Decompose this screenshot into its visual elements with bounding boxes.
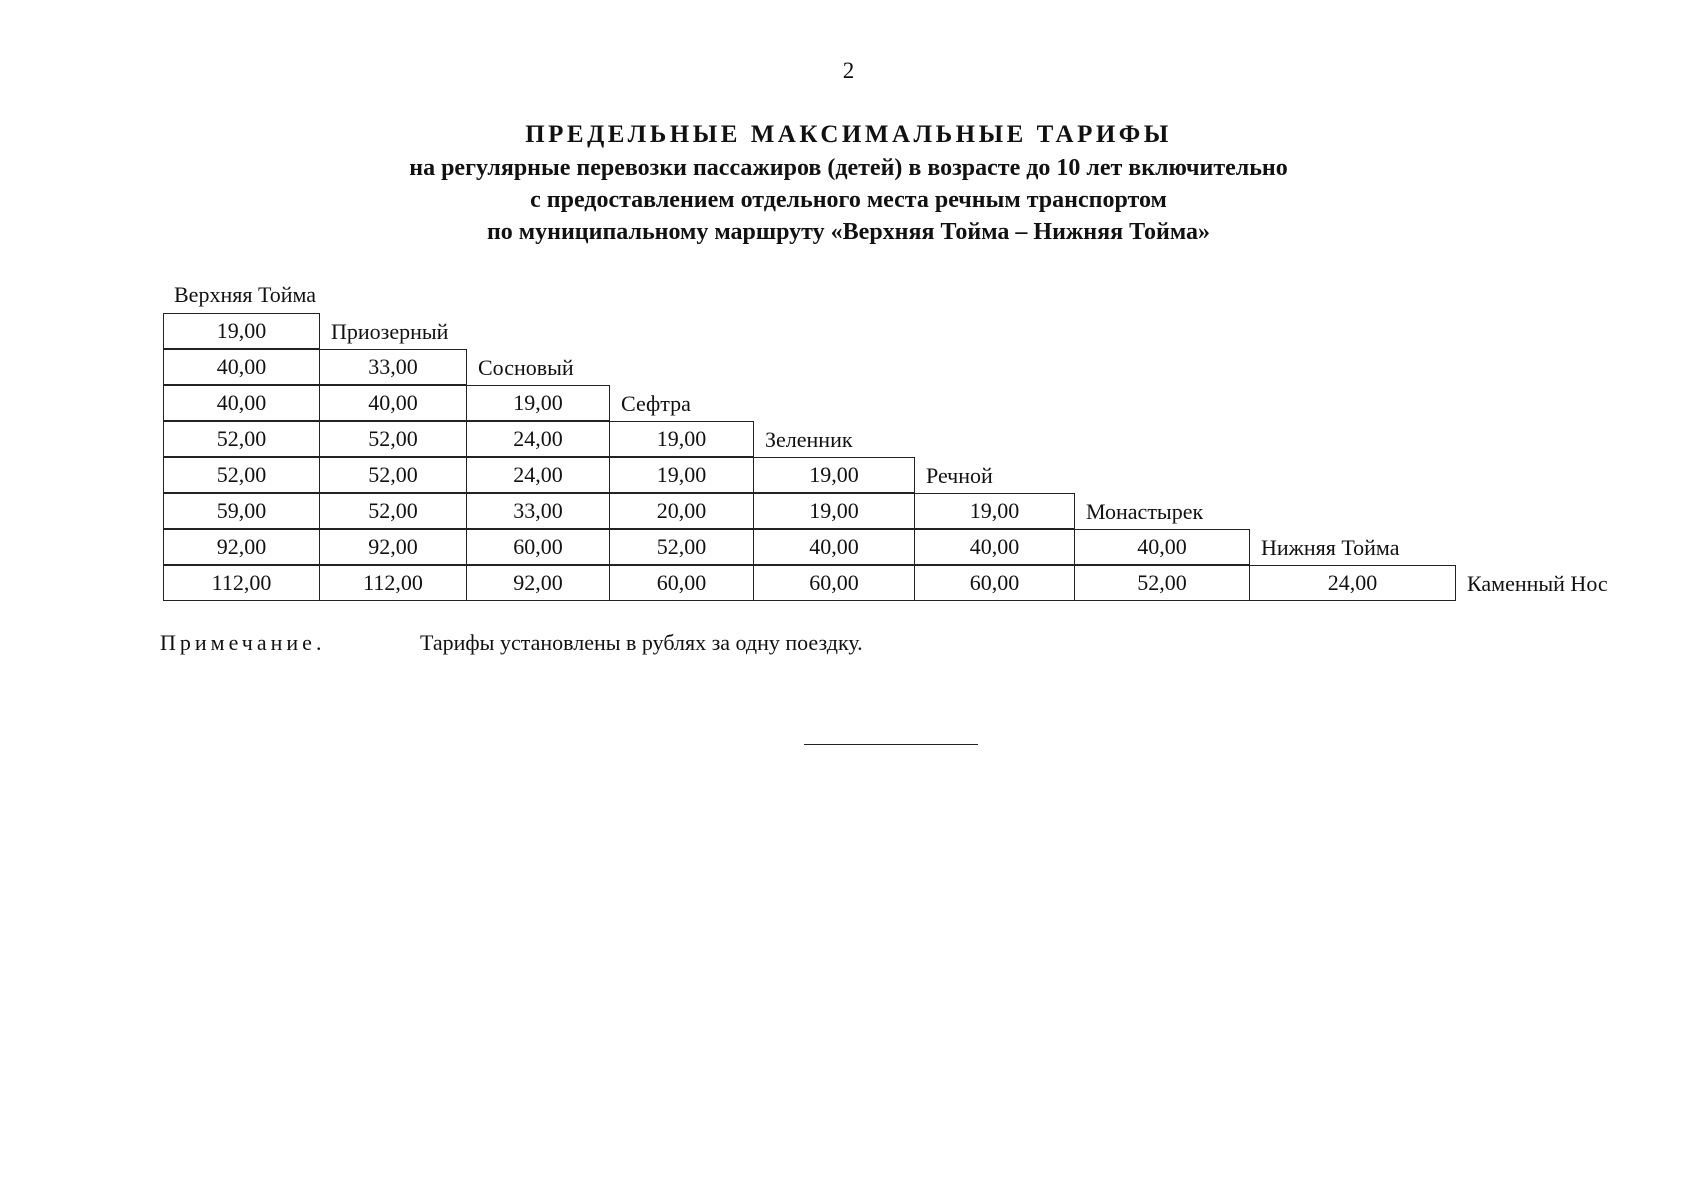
tariff-cell: 19,00	[914, 493, 1075, 529]
station-label: Сосновый	[478, 355, 574, 380]
tariff-cell: 40,00	[753, 529, 915, 565]
tariff-cell: 112,00	[163, 565, 320, 601]
page-number: 2	[842, 58, 855, 83]
station-label: Верхняя Тойма	[174, 282, 317, 307]
tariff-cell: 52,00	[319, 493, 467, 529]
station-label: Нижняя Тойма	[1261, 535, 1400, 560]
station-label: Приозерный	[331, 319, 449, 344]
tariff-cell: 19,00	[753, 493, 915, 529]
tariff-cell: 52,00	[609, 529, 754, 565]
tariff-cell: 60,00	[609, 565, 754, 601]
tariff-cell: 33,00	[319, 349, 467, 385]
tariff-cell: 40,00	[1074, 529, 1250, 565]
title-line-3: с предоставлением отдельного места речным транспортом	[530, 187, 1167, 213]
station-label: Монастырек	[1086, 499, 1204, 524]
tariff-cell: 20,00	[609, 493, 754, 529]
tariff-cell: 52,00	[1074, 565, 1250, 601]
end-rule	[804, 744, 978, 745]
tariff-cell: 33,00	[466, 493, 610, 529]
station-label: Сефтра	[621, 391, 691, 416]
tariff-cell: 52,00	[319, 421, 467, 457]
station-label: Речной	[926, 463, 993, 488]
station-label: Каменный Нос	[1467, 571, 1608, 596]
title-line-2: на регулярные перевозки пассажиров (детей) в возрасте до 10 лет включительно	[409, 155, 1288, 181]
tariff-cell: 60,00	[753, 565, 915, 601]
tariff-cell: 24,00	[466, 457, 610, 493]
tariff-cell: 19,00	[163, 313, 320, 349]
station-label: Зеленник	[765, 427, 853, 452]
tariff-cell: 92,00	[466, 565, 610, 601]
tariff-cell: 24,00	[1249, 565, 1456, 601]
tariff-cell: 59,00	[163, 493, 320, 529]
tariff-cell: 19,00	[609, 457, 754, 493]
tariff-cell: 60,00	[914, 565, 1075, 601]
tariff-cell: 60,00	[466, 529, 610, 565]
tariff-cell: 52,00	[163, 421, 320, 457]
tariff-cell: 19,00	[753, 457, 915, 493]
tariff-cell: 24,00	[466, 421, 610, 457]
title-line-4: по муниципальному маршруту «Верхняя Тойма – Нижняя Тойма»	[486, 219, 1211, 245]
tariff-cell: 92,00	[319, 529, 467, 565]
tariff-cell: 40,00	[163, 349, 320, 385]
tariff-cell: 40,00	[163, 385, 320, 421]
tariff-cell: 19,00	[466, 385, 610, 421]
note-text: Тарифы установлены в рублях за одну поездку.	[420, 630, 863, 655]
tariff-cell: 40,00	[319, 385, 467, 421]
tariff-cell: 112,00	[319, 565, 467, 601]
document-title	[0, 118, 1697, 248]
tariff-cell: 40,00	[914, 529, 1075, 565]
tariff-cell: 52,00	[163, 457, 320, 493]
title-line-1: ПРЕДЕЛЬНЫЕ МАКСИМАЛЬНЫЕ ТАРИФЫ	[525, 121, 1172, 148]
tariff-cell: 19,00	[609, 421, 754, 457]
note-label: Примечание.	[160, 630, 326, 655]
tariff-cell: 92,00	[163, 529, 320, 565]
tariff-cell: 52,00	[319, 457, 467, 493]
